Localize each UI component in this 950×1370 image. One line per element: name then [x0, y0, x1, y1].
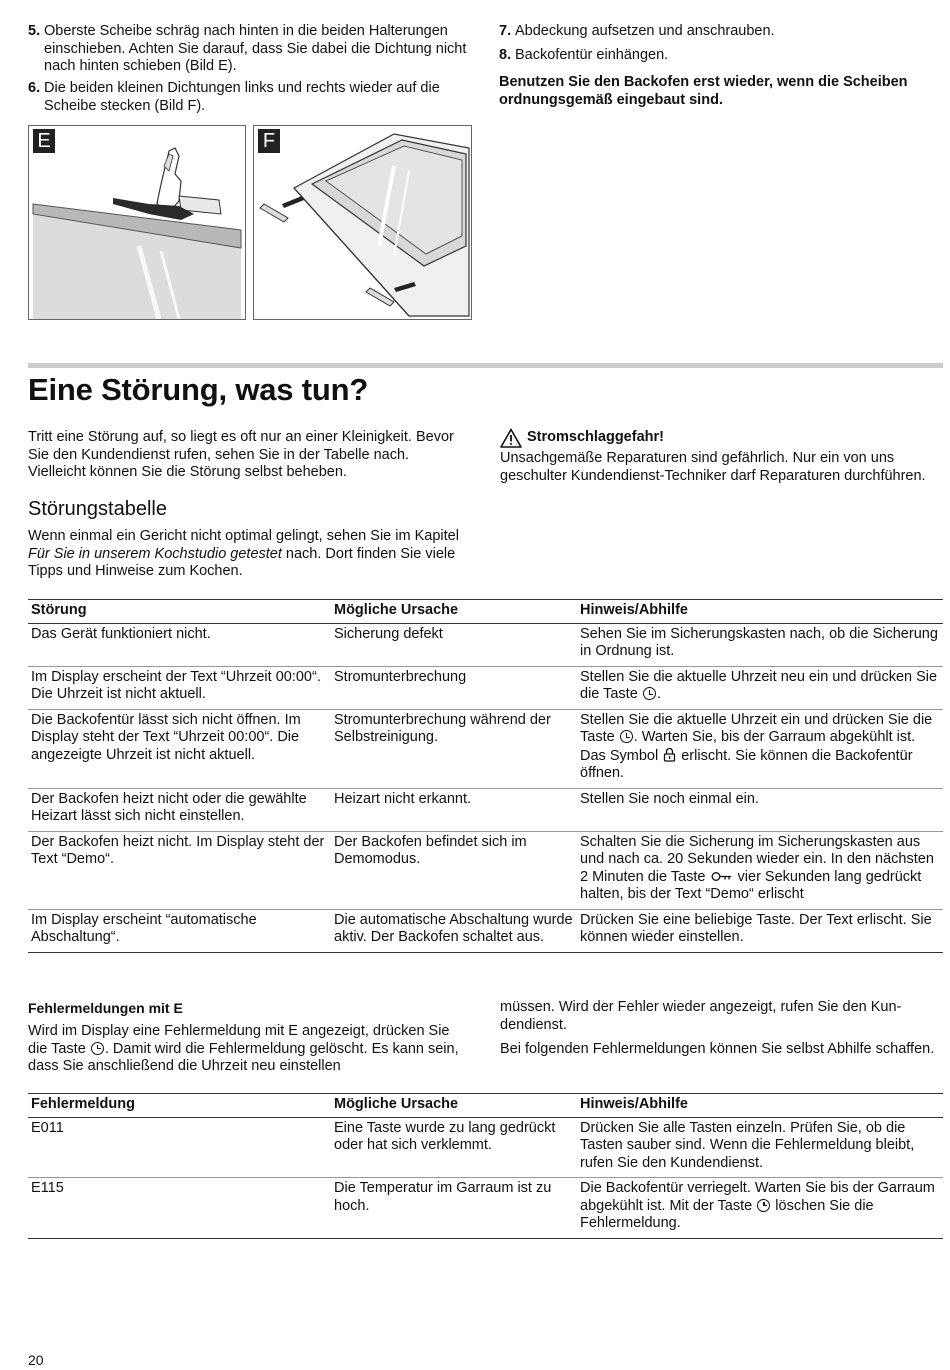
figure-f-illustration [254, 126, 471, 319]
section-divider [28, 363, 943, 368]
text: . [656, 686, 661, 702]
danger-note [500, 428, 942, 485]
table-header-row [28, 1094, 943, 1118]
fault-cell: Der Backofen heizt nicht. Im Display steht der Text “Demo“. [28, 831, 331, 909]
cause-cell: Stromunterbrechung [331, 666, 577, 709]
step-text: Die beiden kleinen Dichtungen links und rechts wieder auf die Scheibe stecken (Bild F). [44, 80, 440, 114]
column-header: Hinweis/Abhilfe [577, 600, 943, 624]
remedy-cell [577, 666, 943, 709]
table-row [28, 831, 943, 909]
step-text: Abdeckung aufsetzen und anschrauben. [515, 23, 775, 39]
column-header: Fehlermeldung [28, 1094, 331, 1118]
step-number: 6. [28, 80, 41, 96]
error-code-cell: E011 [28, 1117, 331, 1178]
remedy-cell [577, 709, 943, 788]
figure-e [28, 125, 246, 320]
column-header: Störung [28, 600, 331, 624]
remedy-cell [577, 831, 943, 909]
cause-cell: Die automatische Abschaltung wurde aktiv. Der Backofen schaltet aus. [331, 909, 577, 952]
error-code-table [28, 1093, 943, 1239]
remedy-cell: Drücken Sie eine beliebige Taste. Der Text erlischt. Sie können wieder einstellen. [577, 909, 943, 952]
table-row [28, 909, 943, 952]
lock-icon [663, 747, 676, 762]
warning-triangle-icon [500, 428, 522, 448]
text: Stellen Sie die aktuelle Uhrzeit ein und drücken Sie die Taste [580, 711, 933, 745]
step-8 [499, 47, 939, 65]
table-header-row [28, 600, 943, 624]
table-row [28, 788, 943, 831]
subtitle: Störungstabelle [28, 498, 167, 520]
text: Wenn einmal ein Gericht nicht optimal gelingt, sehen Sie im Kapitel [28, 528, 459, 544]
column-header: Mögliche Ursache [331, 1094, 577, 1118]
chapter-reference: Für Sie in unserem Kochstudio getestet [28, 545, 282, 562]
remedy-cell: Drücken Sie alle Tasten einzeln. Prüfen Sie, ob die Tasten sauber sind. Wenn die Fehlermeldung bleibt, rufen Sie den Kundendienst. [577, 1117, 943, 1178]
fault-cell: Im Display erscheint der Text “Uhrzeit 00:00“. Die Uhrzeit ist nicht aktuell. [28, 666, 331, 709]
figure-f [253, 125, 472, 320]
cause-cell: Heizart nicht erkannt. [331, 788, 577, 831]
table-row [28, 1178, 943, 1239]
remedy-cell [577, 1178, 943, 1239]
figure-label: F [258, 129, 280, 153]
step-7 [499, 23, 939, 41]
text: Stellen Sie die aktuelle Uhrzeit neu ein und drücken Sie die Taste [580, 668, 938, 702]
intro-paragraph: Tritt eine Störung auf, so liegt es oft nur an einer Kleinigkeit. Bevor Sie den Kundendienst rufen, sehen Sie in der Tabelle nach. Vielleicht können Sie die Störung selbst beheben. [28, 429, 454, 480]
step-number: 7. [499, 23, 512, 39]
table-row [28, 623, 943, 666]
text: Die Backofentür verriegelt. Warten Sie bis der Garraum abgekühlt ist. Mit der Taste [580, 1180, 935, 1214]
step-text: Backofentür einhängen. [515, 47, 669, 63]
clock-icon [620, 730, 633, 743]
text: Schalten Sie die Sicherung im Sicherungskasten aus und nach ca. 20 Sekunden wieder ein. In den nächsten 2 Minuten die Taste [580, 833, 934, 885]
error-messages-heading: Fehlermeldungen mit E [28, 1000, 183, 1016]
column-header: Mögliche Ursache [331, 600, 577, 624]
clock-icon [757, 1199, 770, 1212]
fault-table [28, 599, 943, 953]
error-messages-continuation: müssen. Wird der Fehler wieder angezeigt, rufen Sie den Kundendienst. [500, 999, 902, 1033]
clock-icon [643, 687, 656, 700]
text: Wird im Display eine Fehlermeldung mit E angezeigt, drücken Sie die Taste [28, 1023, 450, 1057]
fault-cell: Die Backofentür lässt sich nicht öffnen. Im Display steht der Text “Uhrzeit 00:00“. Die angezeigte Uhrzeit ist nicht aktuell. [28, 709, 331, 788]
text: löschen Sie die Fehlermeldung. [580, 1197, 874, 1231]
reinstall-warning: Benutzen Sie den Backofen erst wieder, wenn die Scheiben ordnungsgemäß eingebaut sind. [499, 74, 908, 108]
error-messages-note: Bei folgenden Fehlermeldungen können Sie selbst Abhilfe schaffen. [500, 1041, 935, 1057]
table-row [28, 666, 943, 709]
fault-cell: Das Gerät funktioniert nicht. [28, 623, 331, 666]
cause-cell: Sicherung defekt [331, 623, 577, 666]
figure-e-illustration [29, 126, 245, 319]
text: . Damit wird die Fehlermeldung gelöscht. Es kann sein, dass Sie anschließend die Uhrzeit neu einstellen [28, 1040, 459, 1074]
cause-cell: Der Backofen befindet sich im Demomodus. [331, 831, 577, 909]
column-header: Hinweis/Abhilfe [577, 1094, 943, 1118]
cause-cell: Stromunterbrechung während der Selbstreinigung. [331, 709, 577, 788]
table-row [28, 1117, 943, 1178]
text: nach. Dort finden Sie viele Tipps und Hinweise zum Kochen. [28, 545, 456, 579]
danger-title: Stromschlaggefahr! [527, 429, 664, 446]
page-number: 20 [28, 1352, 44, 1368]
step-text: Oberste Scheibe schräg nach hinten in die beiden Halterungen einschieben. Achten Sie darauf, dass Sie dabei die Dichtung nicht nach hinten schieben (Bild E). [44, 23, 467, 74]
fault-cell: Im Display erscheint “automatische Abschaltung“. [28, 909, 331, 952]
error-code-cell: E115 [28, 1178, 331, 1239]
figure-label: E [33, 129, 55, 153]
text: erlischt. Sie können die Backofentür öffnen. [580, 747, 913, 781]
step-number: 5. [28, 23, 41, 39]
cause-cell: Eine Taste wurde zu lang gedrückt oder hat sich verklemmt. [331, 1117, 577, 1178]
step-6 [28, 80, 473, 115]
table-row [28, 709, 943, 788]
page-title: Eine Störung, was tun? [28, 372, 369, 407]
fault-cell: Der Backofen heizt nicht oder die gewählte Heizart lässt sich nicht einstellen. [28, 788, 331, 831]
cause-cell: Die Temperatur im Garraum ist zu hoch. [331, 1178, 577, 1239]
step-number: 8. [499, 47, 512, 63]
step-5 [28, 23, 473, 76]
error-messages-paragraph [28, 1023, 468, 1076]
clock-icon [91, 1042, 104, 1055]
remedy-cell: Sehen Sie im Sicherungskasten nach, ob die Sicherung in Ordnung ist. [577, 623, 943, 666]
text: . Warten Sie, bis der Garraum abgekühlt ist. Das Symbol [580, 729, 916, 764]
remedy-cell: Stellen Sie noch einmal ein. [577, 788, 943, 831]
kochstudio-paragraph [28, 528, 468, 581]
danger-text: Unsachgemäße Reparaturen sind gefährlich. Nur ein von uns geschulter Kundendienst-Techniker darf Reparaturen durchführen. [500, 450, 926, 484]
text: vier Sekunden lang gedrückt halten, bis der Text “Demo“ erlischt [580, 868, 922, 902]
key-icon [711, 871, 733, 882]
